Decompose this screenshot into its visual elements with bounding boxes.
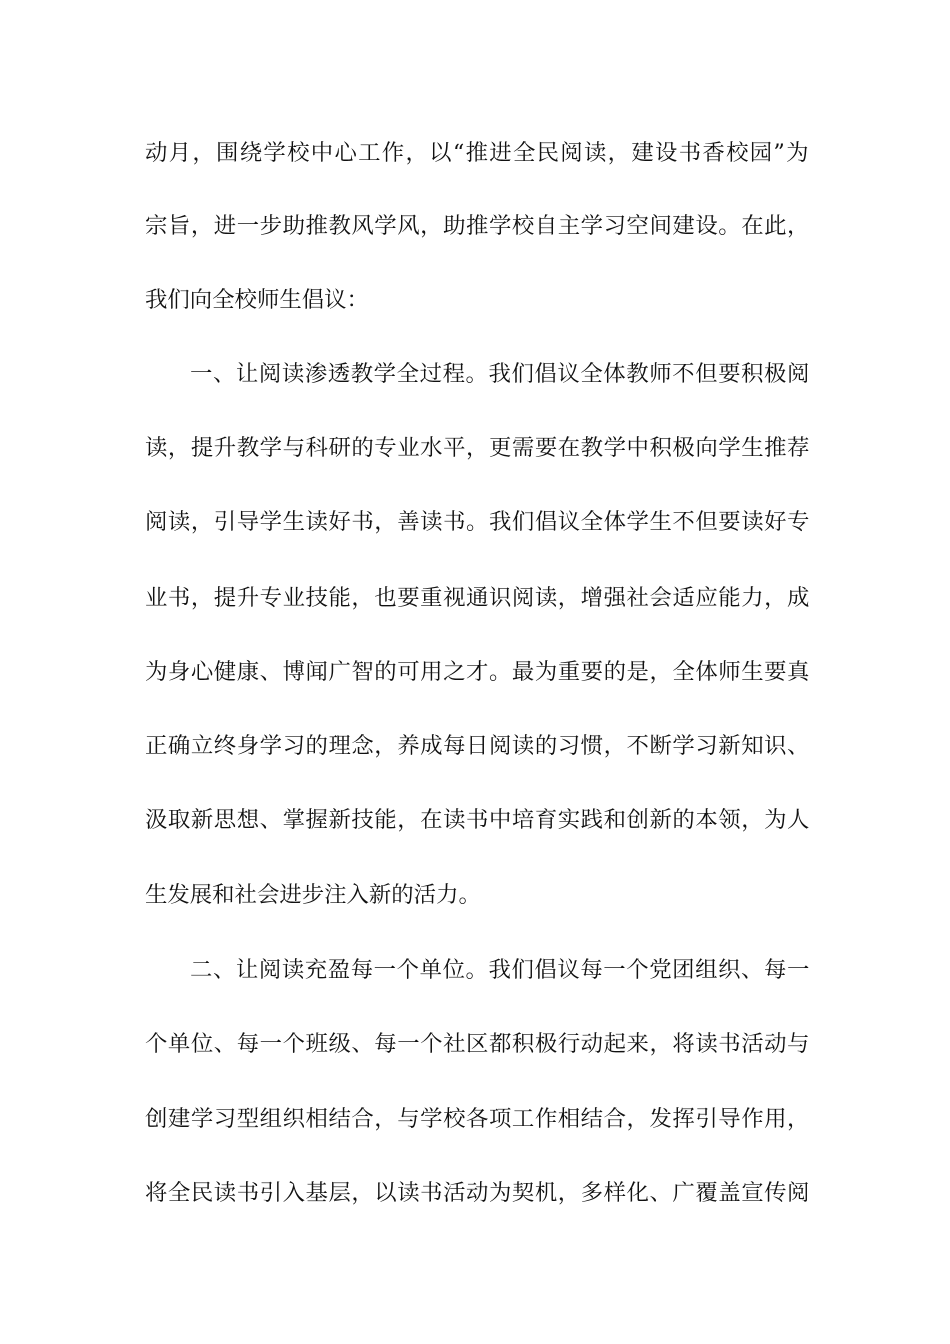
text-line-8: 为身心健康、博闻广智的可用之才。最为重要的是，全体师生要真 [145, 659, 810, 685]
paragraph-1-first-line: 一、让阅读渗透教学全过程。我们倡议全体教师不但要积极阅 [190, 361, 810, 387]
text-line-1: 动月，围绕学校中心工作，以“推进全民阅读，建设书香校园”为 [145, 140, 810, 166]
text-line-9: 正确立终身学习的理念，养成每日阅读的习惯，不断学习新知识、 [145, 733, 810, 759]
paragraph-2-first-line: 二、让阅读充盈每一个单位。我们倡议每一个党团组织、每一 [190, 957, 810, 983]
text-line-10: 汲取新思想、掌握新技能，在读书中培育实践和创新的本领，为人 [145, 807, 810, 833]
text-line-11: 生发展和社会进步注入新的活力。 [145, 882, 481, 908]
text-line-7: 业书，提升专业技能，也要重视通识阅读，增强社会适应能力，成 [145, 585, 810, 611]
text-line-5: 读，提升教学与科研的专业水平，更需要在教学中积极向学生推荐 [145, 435, 810, 461]
text-line-13: 个单位、每一个班级、每一个社区都积极行动起来，将读书活动与 [145, 1031, 810, 1057]
text-line-3: 我们向全校师生倡议： [145, 287, 369, 313]
text-line-6: 阅读，引导学生读好书，善读书。我们倡议全体学生不但要读好专 [145, 509, 810, 535]
text-line-14: 创建学习型组织相结合，与学校各项工作相结合，发挥引导作用， [145, 1106, 810, 1132]
text-line-2: 宗旨，进一步助推教风学风，助推学校自主学习空间建设。在此， [145, 213, 810, 239]
text-line-15: 将全民读书引入基层，以读书活动为契机，多样化、广覆盖宣传阅 [145, 1180, 810, 1206]
